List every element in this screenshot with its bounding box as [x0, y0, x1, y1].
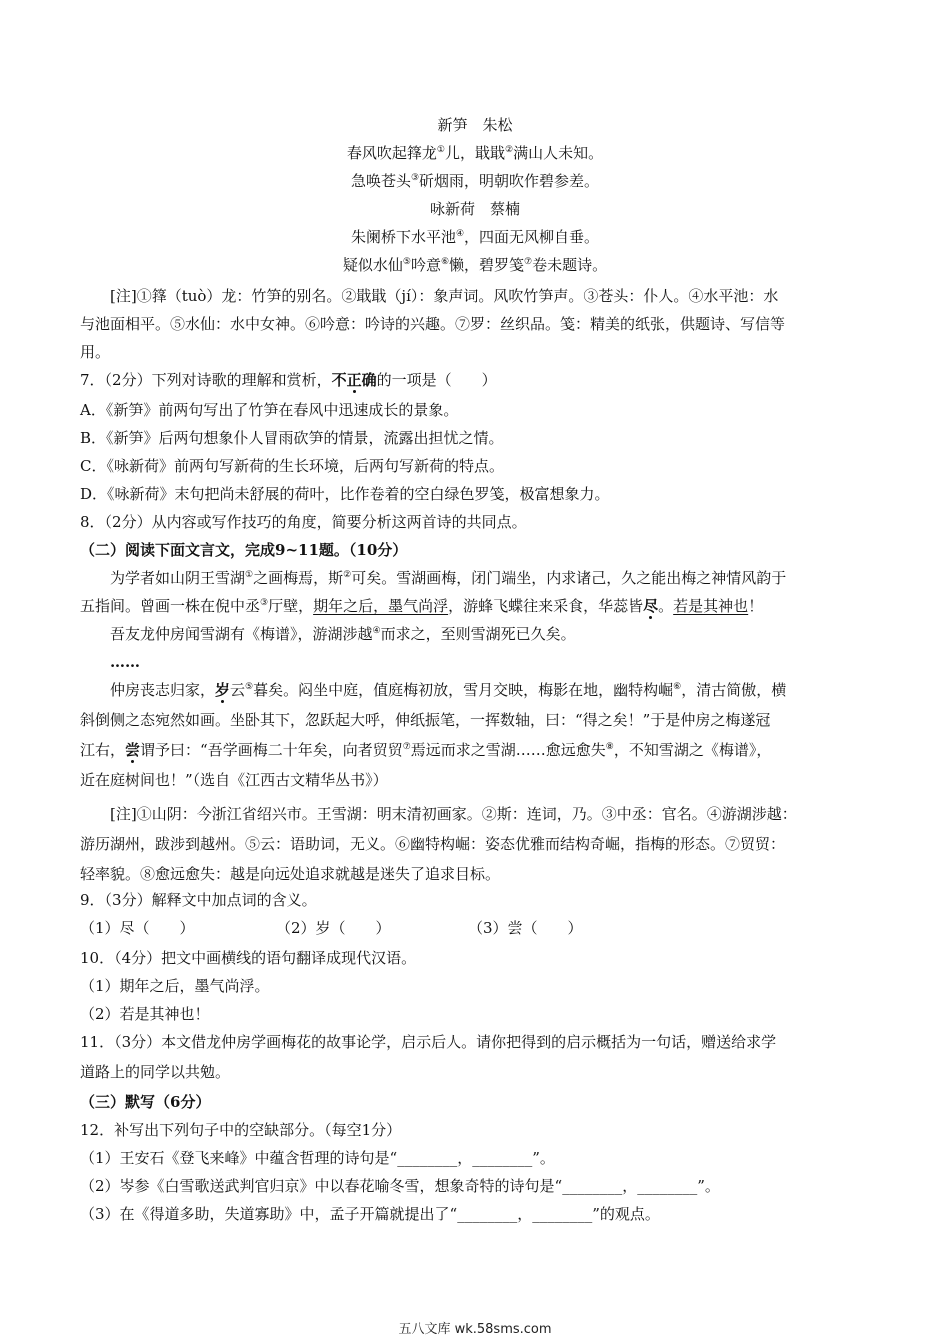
q7-option-c: C．《咏新荷》前两句写新荷的生长环境，后两句写新荷的特点。 [80, 457, 504, 475]
question-10: 10．（4分）把文中画横线的语句翻译成现代汉语。 [80, 949, 417, 967]
underlined-sentence-2: 若是其神也 [673, 597, 749, 615]
q12-item-2: （2）岑参《白雪歌送武判官归京》中以春花喻冬雪，想象奇特的诗句是“________，________”。 [80, 1177, 720, 1195]
dotted-word-jin: 尽 [643, 597, 659, 615]
poem1-line1: 春风吹起箨龙①儿，戢戢②满山人未知。 [346, 144, 604, 162]
passage-ellipsis: …… [110, 653, 140, 671]
passage-note-line3: 轻率貌。⑧愈远愈失：越是向远处追求就越是迷失了追求目标。 [80, 865, 501, 883]
passage-line1: 为学者如山阴王雪湖①之画梅焉，斯②可矣。雪湖画梅，闭门端坐，内求诸己，久之能出梅之神情风韵于 [110, 569, 787, 587]
q9-item-2: （2）岁（ ） [276, 919, 391, 937]
poem-note-line3: 用。 [80, 343, 111, 361]
poem-note-line1: [注]①箨（tuò）龙：竹笋的别名。②戢戢（jí）：象声词。风吹竹笋声。③苍头：仆人。④水平池：水 [110, 287, 779, 305]
passage-line2: 五指间。曾画一株在倪中丞③厅壁，期年之后，墨气尚浮，游蜂飞蝶往来采食，华蕊皆尽。若是其神也！ [80, 597, 764, 615]
passage-note-line1: [注]①山阴：今浙江省绍兴市。王雪湖：明末清初画家。②斯：连词，乃。③中丞：官名。④游湖涉越： [110, 805, 797, 823]
passage-line7: 近在庭树间也！”（选自《江西古文精华丛书》） [80, 771, 388, 789]
poem2-line2: 疑似水仙⑤吟意⑥懒，碧罗笺⑦卷未题诗。 [342, 256, 608, 274]
passage-line5: 斜倒侧之态宛然如画。坐卧其下，忽跃起大呼，伸纸振笔，一挥数轴，曰：“得之矣！”于是仲房之梅遂冠 [80, 711, 771, 729]
question-12: 12．补写出下列句子中的空缺部分。（每空1分） [80, 1121, 402, 1139]
q10-item-2: （2）若是其神也！ [80, 1005, 210, 1023]
passage-line4: 仲房丧志归家，岁云⑤暮矣。闷坐中庭，值庭梅初放，雪月交映，梅影在地，幽特构崛⑥，清古简傲，横 [110, 681, 787, 699]
passage-line6: 江右，尝谓予曰：“吾学画梅二十年矣，向者贸贸⑦焉远而求之雪湖……愈远愈失⑧，不知雪湖之《梅谱》， [80, 741, 772, 759]
question-11-line1: 11．（3分）本文借龙仲房学画梅花的故事论学，启示后人。请你把得到的启示概括为一句话，赠送给求学 [80, 1033, 777, 1051]
q9-item-1: （1）尽（ ） [80, 919, 195, 937]
q10-item-1: （1）期年之后，墨气尚浮。 [80, 977, 270, 995]
passage-note-line2: 游历湖州，跋涉到越州。⑤云：语助词，无义。⑥幽特构崛：姿态优雅而结构奇崛，指梅的形态。⑦贸贸： [80, 835, 786, 853]
poem-note-line2: 与池面相平。⑤水仙：水中女神。⑥吟意：吟诗的兴趣。⑦罗：丝织品。笺：精美的纸张，供题诗、写信等 [80, 315, 786, 333]
q7-option-a: A．《新笋》前两句写出了竹笋在春风中迅速成长的景象。 [80, 401, 459, 419]
q7-option-d: D．《咏新荷》末句把尚未舒展的荷叶，比作卷着的空白绿色罗笺，极富想象力。 [80, 485, 610, 503]
footer-watermark: 五八文库 wk.58sms.com [398, 1322, 552, 1337]
q9-item-3: （3）尝（ ） [468, 919, 583, 937]
dotted-word-chang: 尝 [125, 741, 141, 759]
question-7: 7．（2分）下列对诗歌的理解和赏析，不正确的一项是（ ） [80, 371, 497, 389]
passage-line3: 吾友龙仲房闻雪湖有《梅谱》，游湖涉越④而求之，至则雪湖死已久矣。 [110, 625, 576, 643]
section-3-heading: （三）默写（6分） [80, 1093, 211, 1111]
underlined-sentence-1: 期年之后，墨气尚浮 [313, 597, 449, 615]
question-9: 9．（3分）解释文中加点词的含义。 [80, 891, 317, 909]
poem2-title: 咏新荷 蔡楠 [429, 200, 520, 218]
question-8: 8．（2分）从内容或写作技巧的角度，简要分析这两首诗的共同点。 [80, 513, 527, 531]
poem1-title: 新笋 朱松 [437, 116, 513, 134]
poem1-line2: 急唤苍头③斫烟雨，明朝吹作碧参差。 [350, 172, 600, 190]
emphasis-text: 不正确 [331, 371, 377, 389]
q7-option-b: B．《新笋》后两句想象仆人冒雨砍笋的情景，流露出担忧之情。 [80, 429, 504, 447]
question-11-line2: 道路上的同学以共勉。 [80, 1063, 231, 1081]
poem2-line1: 朱阑桥下水平池④，四面无风柳自垂。 [350, 228, 600, 246]
section-2-heading: （二）阅读下面文言文，完成9~11题。（10分） [80, 541, 408, 559]
dotted-word-sui: 岁 [215, 681, 231, 699]
q12-item-3: （3）在《得道多助，失道寡助》中，孟子开篇就提出了“________，________”的观点。 [80, 1205, 660, 1223]
q12-item-1: （1）王安石《登飞来峰》中蕴含哲理的诗句是“________，________”。 [80, 1149, 555, 1167]
